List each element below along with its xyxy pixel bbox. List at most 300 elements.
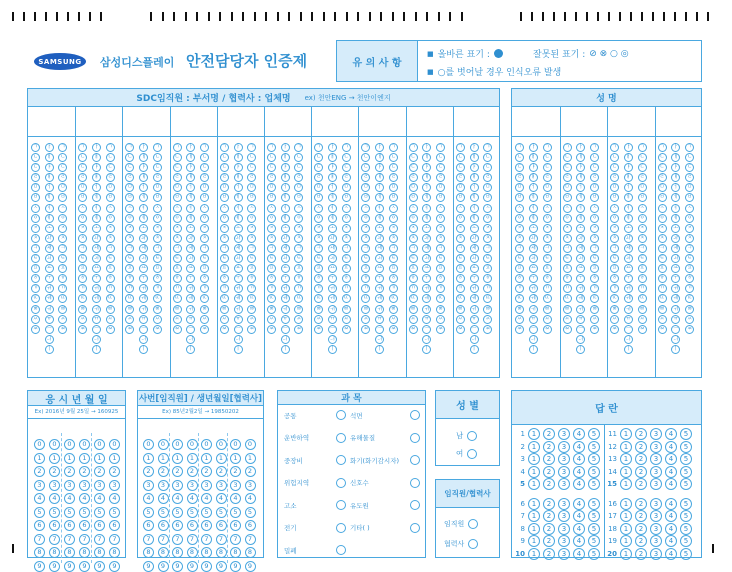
subject-option[interactable] <box>350 500 420 510</box>
subject-option[interactable] <box>284 545 346 555</box>
answer-choice[interactable]: 3 <box>650 466 662 478</box>
bubble-option[interactable]: ㅣ <box>422 345 431 354</box>
bubble-option[interactable]: ㅈ <box>173 224 182 233</box>
bubble-column[interactable] <box>220 143 229 334</box>
bubble-option[interactable]: ㅈ <box>267 224 276 233</box>
worker-employee-bubble[interactable] <box>468 519 478 529</box>
answer-choice[interactable]: 1 <box>528 466 540 478</box>
answer-choice[interactable]: 3 <box>558 535 570 547</box>
answer-choice[interactable]: 5 <box>680 523 692 535</box>
bubble-option[interactable]: ㅝ <box>234 284 243 293</box>
bubble-option[interactable]: ㅣ <box>328 345 337 354</box>
answer-choice[interactable]: 4 <box>665 548 677 560</box>
bubble-option[interactable]: ㅉ <box>200 325 209 334</box>
digit-bubble[interactable]: 5 <box>79 507 90 518</box>
gender-male-bubble[interactable] <box>467 431 477 441</box>
bubble-option[interactable]: ㄱ <box>409 143 418 152</box>
bubble-option[interactable]: ㅇ <box>610 214 619 223</box>
bubble-option[interactable]: ㅃ <box>543 305 552 314</box>
bubble-option[interactable]: ㅖ <box>375 214 384 223</box>
bubble-option[interactable]: ㅑ <box>529 163 538 172</box>
bubble-option[interactable]: ㄲ <box>409 284 418 293</box>
bubble-option[interactable]: ㅋ <box>483 244 492 253</box>
bubble-option[interactable]: ㅙ <box>671 244 680 253</box>
bubble-option[interactable]: ㅘ <box>328 234 337 243</box>
subject-option[interactable] <box>350 410 420 420</box>
bubble-option[interactable]: ㅖ <box>328 214 337 223</box>
digit-bubble[interactable]: 4 <box>158 493 169 504</box>
bubble-option[interactable]: ㅇ <box>106 214 115 223</box>
bubble-option[interactable]: ㄹ <box>247 173 256 182</box>
bubble-option[interactable]: ㅉ <box>436 325 445 334</box>
bubble-option[interactable]: ㅁ <box>125 183 134 192</box>
answer-choice[interactable]: 2 <box>635 428 647 440</box>
bubble-option[interactable]: ㅈ <box>314 224 323 233</box>
bubble-option[interactable]: ㅣ <box>671 345 680 354</box>
bubble-option[interactable]: ㅌ <box>610 254 619 263</box>
bubble-option[interactable]: ㄴ <box>106 153 115 162</box>
digit-bubble[interactable]: 1 <box>158 453 169 464</box>
bubble-option[interactable]: ㅟ <box>139 305 148 314</box>
answer-choice[interactable]: 3 <box>558 510 570 522</box>
write-in-cell[interactable] <box>122 107 169 137</box>
digit-bubble[interactable]: 2 <box>230 466 241 477</box>
bubble-option[interactable]: ㅁ <box>436 183 445 192</box>
subject-option[interactable] <box>350 433 420 443</box>
bubble-option[interactable]: ㄲ <box>436 284 445 293</box>
bubble-option[interactable]: ㄲ <box>267 284 276 293</box>
bubble-option[interactable]: ㄸ <box>247 294 256 303</box>
bubble-option[interactable]: ㅋ <box>58 244 67 253</box>
bubble-option[interactable]: ㅞ <box>186 294 195 303</box>
bubble-option[interactable]: ㅉ <box>342 325 351 334</box>
bubble-option[interactable]: ㅢ <box>139 335 148 344</box>
bubble-option[interactable]: ㅇ <box>58 214 67 223</box>
bubble-option[interactable]: ㅅ <box>685 204 694 213</box>
digit-column[interactable] <box>158 439 169 572</box>
digit-bubble[interactable]: 0 <box>187 439 198 450</box>
bubble-option[interactable]: ㅍ <box>638 264 647 273</box>
bubble-option[interactable]: ㅉ <box>361 325 370 334</box>
bubble-option[interactable]: ㄲ <box>314 284 323 293</box>
bubble-option[interactable]: ㅑ <box>139 163 148 172</box>
bubble-option[interactable]: ㄷ <box>658 163 667 172</box>
bubble-option[interactable]: ㅊ <box>125 234 134 243</box>
digit-column[interactable] <box>109 439 120 572</box>
bubble-column[interactable] <box>342 143 351 334</box>
bubble-option[interactable]: ㅈ <box>590 224 599 233</box>
bubble-option[interactable]: ㅒ <box>624 173 633 182</box>
answer-choice[interactable]: 3 <box>558 428 570 440</box>
bubble-option[interactable]: ㅠ <box>576 315 585 324</box>
bubble-option[interactable]: ㅘ <box>576 234 585 243</box>
bubble-option[interactable]: ㅉ <box>543 325 552 334</box>
bubble-option[interactable]: ㅆ <box>267 315 276 324</box>
bubble-option[interactable]: ㅂ <box>361 193 370 202</box>
digit-bubble[interactable]: 0 <box>94 439 105 450</box>
bubble-column[interactable] <box>456 143 465 334</box>
bubble-option[interactable]: ㄸ <box>515 294 524 303</box>
bubble-column[interactable] <box>361 143 370 334</box>
bubble-option[interactable]: ㄴ <box>200 153 209 162</box>
bubble-option[interactable]: ㅘ <box>671 234 680 243</box>
digit-bubble[interactable]: 7 <box>109 534 120 545</box>
bubble-option[interactable]: ㅊ <box>638 234 647 243</box>
digit-bubble[interactable]: 3 <box>172 480 183 491</box>
bubble-option[interactable]: ㄱ <box>294 143 303 152</box>
bubble-option[interactable]: ㅈ <box>685 224 694 233</box>
bubble-option[interactable]: ㅋ <box>31 244 40 253</box>
bubble-option[interactable]: ㄹ <box>58 173 67 182</box>
bubble-option[interactable]: ㅔ <box>375 193 384 202</box>
bubble-option[interactable]: ㅊ <box>610 234 619 243</box>
bubble-option[interactable]: ㅐ <box>328 153 337 162</box>
bubble-option[interactable]: ㅣ <box>375 345 384 354</box>
bubble-option[interactable]: ㅍ <box>294 264 303 273</box>
bubble-option[interactable]: ㅊ <box>342 234 351 243</box>
digit-bubble[interactable]: 9 <box>79 561 90 572</box>
answer-choice[interactable]: 2 <box>543 523 555 535</box>
answer-choice[interactable]: 5 <box>588 478 600 490</box>
bubble-option[interactable]: ㅝ <box>281 284 290 293</box>
bubble-option[interactable]: ㅌ <box>173 254 182 263</box>
digit-bubble[interactable]: 5 <box>143 507 154 518</box>
bubble-option[interactable]: ㅃ <box>200 305 209 314</box>
digit-column[interactable] <box>187 439 198 572</box>
bubble-column[interactable] <box>515 143 524 334</box>
bubble-option[interactable]: ㅗ <box>470 224 479 233</box>
digit-bubble[interactable]: 1 <box>34 453 45 464</box>
bubble-option[interactable]: ㅅ <box>409 204 418 213</box>
bubble-option[interactable]: ㅉ <box>125 325 134 334</box>
bubble-option[interactable]: ㅁ <box>78 183 87 192</box>
bubble-option[interactable]: ㅃ <box>515 305 524 314</box>
answer-choice[interactable]: 5 <box>680 441 692 453</box>
bubble-option[interactable]: ㅛ <box>234 264 243 273</box>
bubble-option[interactable]: ㅈ <box>610 224 619 233</box>
bubble-option[interactable]: ㄹ <box>294 173 303 182</box>
bubble-option[interactable]: ㄷ <box>590 163 599 172</box>
bubble-option[interactable]: ㄴ <box>267 153 276 162</box>
digit-bubble[interactable]: 4 <box>49 493 60 504</box>
bubble-option[interactable]: ㅌ <box>78 254 87 263</box>
bubble-option[interactable]: ㄷ <box>610 163 619 172</box>
bubble-option[interactable]: ㅙ <box>328 244 337 253</box>
bubble-option[interactable]: ㅃ <box>456 305 465 314</box>
bubble-column[interactable] <box>139 143 148 354</box>
bubble-option[interactable]: ㅎ <box>409 274 418 283</box>
bubble-option[interactable]: ㅡ <box>328 325 337 334</box>
bubble-option[interactable]: ㅒ <box>92 173 101 182</box>
digit-bubble[interactable]: 4 <box>79 493 90 504</box>
bubble-option[interactable]: ㅘ <box>375 234 384 243</box>
bubble-option[interactable]: ㅍ <box>543 264 552 273</box>
bubble-option[interactable]: ㅗ <box>422 224 431 233</box>
answer-choice[interactable]: 3 <box>650 523 662 535</box>
bubble-option[interactable]: ㅢ <box>328 335 337 344</box>
bubble-option[interactable]: ㅍ <box>590 264 599 273</box>
digit-bubble[interactable]: 1 <box>94 453 105 464</box>
bubble-option[interactable]: ㅏ <box>529 143 538 152</box>
bubble-option[interactable]: ㅌ <box>483 254 492 263</box>
bubble-option[interactable]: ㅒ <box>422 173 431 182</box>
bubble-option[interactable]: ㅢ <box>576 335 585 344</box>
bubble-option[interactable]: ㅏ <box>470 143 479 152</box>
bubble-option[interactable]: ㅋ <box>247 244 256 253</box>
answer-choice[interactable]: 3 <box>650 548 662 560</box>
bubble-option[interactable]: ㅎ <box>31 274 40 283</box>
bubble-option[interactable]: ㅟ <box>234 305 243 314</box>
digit-bubble[interactable]: 5 <box>158 507 169 518</box>
bubble-option[interactable]: ㅡ <box>422 325 431 334</box>
bubble-option[interactable]: ㅉ <box>389 325 398 334</box>
digit-bubble[interactable]: 2 <box>187 466 198 477</box>
bubble-option[interactable]: ㅊ <box>543 234 552 243</box>
bubble-option[interactable]: ㅜ <box>375 274 384 283</box>
digit-bubble[interactable]: 9 <box>94 561 105 572</box>
bubble-option[interactable]: ㅇ <box>590 214 599 223</box>
bubble-option[interactable]: ㄹ <box>200 173 209 182</box>
bubble-option[interactable]: ㅚ <box>45 254 54 263</box>
answer-choice[interactable]: 2 <box>543 478 555 490</box>
bubble-option[interactable]: ㄴ <box>314 153 323 162</box>
bubble-column[interactable] <box>267 143 276 334</box>
bubble-option[interactable]: ㅃ <box>31 305 40 314</box>
bubble-option[interactable]: ㅋ <box>658 244 667 253</box>
bubble-option[interactable]: ㅆ <box>173 315 182 324</box>
bubble-option[interactable]: ㅟ <box>328 305 337 314</box>
bubble-option[interactable]: ㅋ <box>456 244 465 253</box>
bubble-column[interactable] <box>58 143 67 334</box>
write-in-cell[interactable] <box>358 107 405 137</box>
bubble-option[interactable]: ㅞ <box>139 294 148 303</box>
digit-bubble[interactable]: 4 <box>94 493 105 504</box>
digit-bubble[interactable]: 9 <box>49 561 60 572</box>
digit-bubble[interactable]: 3 <box>187 480 198 491</box>
answer-choice[interactable]: 4 <box>665 466 677 478</box>
answer-choice[interactable]: 2 <box>635 466 647 478</box>
digit-bubble[interactable]: 8 <box>64 547 75 558</box>
bubble-option[interactable]: ㅛ <box>45 264 54 273</box>
bubble-option[interactable]: ㄸ <box>267 294 276 303</box>
bubble-option[interactable]: ㅓ <box>234 183 243 192</box>
answer-choice[interactable]: 1 <box>528 441 540 453</box>
bubble-column[interactable] <box>186 143 195 354</box>
bubble-option[interactable]: ㅅ <box>543 204 552 213</box>
bubble-option[interactable]: ㅔ <box>139 193 148 202</box>
subject-bubble[interactable] <box>410 478 420 488</box>
digit-bubble[interactable]: 6 <box>79 520 90 531</box>
bubble-option[interactable]: ㅋ <box>436 244 445 253</box>
digit-bubble[interactable]: 5 <box>94 507 105 518</box>
subject-option[interactable] <box>284 523 346 533</box>
bubble-option[interactable]: ㅍ <box>78 264 87 273</box>
digit-bubble[interactable]: 7 <box>49 534 60 545</box>
bubble-option[interactable]: ㅉ <box>638 325 647 334</box>
bubble-option[interactable]: ㅌ <box>685 254 694 263</box>
bubble-column[interactable] <box>529 143 538 354</box>
bubble-option[interactable]: ㅣ <box>45 345 54 354</box>
answer-choice[interactable]: 2 <box>543 498 555 510</box>
bubble-option[interactable]: ㄷ <box>106 163 115 172</box>
answer-choice[interactable]: 4 <box>573 441 585 453</box>
digit-bubble[interactable]: 8 <box>109 547 120 558</box>
bubble-option[interactable]: ㅌ <box>314 254 323 263</box>
worker-partner-bubble[interactable] <box>468 539 478 549</box>
bubble-option[interactable]: ㅡ <box>624 325 633 334</box>
bubble-option[interactable]: ㅡ <box>671 325 680 334</box>
answer-choice[interactable]: 4 <box>665 441 677 453</box>
digit-bubble[interactable]: 3 <box>230 480 241 491</box>
digit-bubble[interactable]: 1 <box>79 453 90 464</box>
digit-bubble[interactable]: 3 <box>94 480 105 491</box>
write-in-cell[interactable] <box>406 107 453 137</box>
digit-bubble[interactable]: 2 <box>172 466 183 477</box>
bubble-column[interactable] <box>125 143 134 334</box>
bubble-option[interactable]: ㅖ <box>234 214 243 223</box>
answer-row[interactable] <box>607 510 692 522</box>
bubble-option[interactable]: ㅓ <box>576 183 585 192</box>
bubble-option[interactable]: ㄸ <box>483 294 492 303</box>
bubble-option[interactable]: ㅏ <box>139 143 148 152</box>
bubble-option[interactable]: ㄱ <box>342 143 351 152</box>
bubble-option[interactable]: ㅒ <box>281 173 290 182</box>
bubble-option[interactable]: ㅅ <box>58 204 67 213</box>
digit-bubble[interactable]: 0 <box>230 439 241 450</box>
bubble-option[interactable]: ㄲ <box>220 284 229 293</box>
bubble-option[interactable]: ㅓ <box>470 183 479 192</box>
digit-bubble[interactable]: 1 <box>230 453 241 464</box>
bubble-option[interactable]: ㄸ <box>173 294 182 303</box>
bubble-option[interactable]: ㅃ <box>685 305 694 314</box>
bubble-option[interactable]: ㅎ <box>153 274 162 283</box>
write-in-cell[interactable] <box>28 107 75 137</box>
bubble-option[interactable]: ㅟ <box>624 305 633 314</box>
bubble-option[interactable]: ㅆ <box>610 315 619 324</box>
bubble-option[interactable]: ㅑ <box>186 163 195 172</box>
bubble-option[interactable]: ㅇ <box>153 214 162 223</box>
answer-choice[interactable]: 5 <box>588 510 600 522</box>
bubble-option[interactable]: ㅌ <box>409 254 418 263</box>
bubble-option[interactable]: ㅅ <box>456 204 465 213</box>
bubble-option[interactable]: ㅏ <box>281 143 290 152</box>
bubble-option[interactable]: ㅉ <box>153 325 162 334</box>
digit-bubble[interactable]: 7 <box>201 534 212 545</box>
bubble-option[interactable]: ㅎ <box>342 274 351 283</box>
bubble-option[interactable]: ㅞ <box>470 294 479 303</box>
bubble-option[interactable]: ㅇ <box>125 214 134 223</box>
bubble-option[interactable]: ㄱ <box>31 143 40 152</box>
bubble-option[interactable]: ㅟ <box>422 305 431 314</box>
bubble-option[interactable]: ㅊ <box>515 234 524 243</box>
bubble-option[interactable]: ㅜ <box>328 274 337 283</box>
bubble-option[interactable]: ㅆ <box>515 315 524 324</box>
bubble-option[interactable]: ㅇ <box>200 214 209 223</box>
bubble-column[interactable] <box>436 143 445 334</box>
bubble-option[interactable]: ㄴ <box>153 153 162 162</box>
bubble-option[interactable]: ㅛ <box>576 264 585 273</box>
bubble-option[interactable]: ㅟ <box>529 305 538 314</box>
bubble-option[interactable]: ㅎ <box>563 274 572 283</box>
bubble-option[interactable]: ㅆ <box>125 315 134 324</box>
digit-bubble[interactable]: 6 <box>49 520 60 531</box>
bubble-option[interactable]: ㅍ <box>610 264 619 273</box>
bubble-option[interactable]: ㄱ <box>456 143 465 152</box>
bubble-option[interactable]: ㄹ <box>563 173 572 182</box>
digit-column[interactable] <box>216 439 227 572</box>
bubble-option[interactable]: ㅓ <box>186 183 195 192</box>
bubble-option[interactable]: ㄴ <box>456 153 465 162</box>
bubble-option[interactable]: ㅔ <box>624 193 633 202</box>
bubble-option[interactable]: ㄴ <box>685 153 694 162</box>
bubble-option[interactable]: ㅉ <box>247 325 256 334</box>
bubble-option[interactable]: ㅇ <box>563 214 572 223</box>
bubble-option[interactable]: ㅉ <box>31 325 40 334</box>
bubble-option[interactable]: ㅇ <box>483 214 492 223</box>
subject-bubble[interactable] <box>336 455 346 465</box>
bubble-option[interactable]: ㅃ <box>342 305 351 314</box>
bubble-option[interactable]: ㅂ <box>153 193 162 202</box>
bubble-option[interactable]: ㄹ <box>483 173 492 182</box>
bubble-option[interactable]: ㄷ <box>78 163 87 172</box>
bubble-option[interactable]: ㅑ <box>328 163 337 172</box>
gender-male-option[interactable] <box>456 430 477 441</box>
bubble-option[interactable]: ㅒ <box>139 173 148 182</box>
digit-bubble[interactable]: 9 <box>216 561 227 572</box>
bubble-option[interactable]: ㅝ <box>92 284 101 293</box>
bubble-option[interactable]: ㅒ <box>186 173 195 182</box>
bubble-option[interactable]: ㄱ <box>314 143 323 152</box>
bubble-option[interactable]: ㄷ <box>515 163 524 172</box>
digit-bubble[interactable]: 7 <box>79 534 90 545</box>
bubble-option[interactable]: ㅊ <box>173 234 182 243</box>
bubble-option[interactable]: ㄱ <box>153 143 162 152</box>
bubble-option[interactable]: ㅒ <box>375 173 384 182</box>
bubble-option[interactable]: ㅂ <box>515 193 524 202</box>
digit-bubble[interactable]: 6 <box>158 520 169 531</box>
bubble-option[interactable]: ㅈ <box>563 224 572 233</box>
bubble-option[interactable]: ㄹ <box>658 173 667 182</box>
bubble-option[interactable]: ㅊ <box>361 234 370 243</box>
bubble-option[interactable]: ㅍ <box>267 264 276 273</box>
bubble-option[interactable]: ㄸ <box>361 294 370 303</box>
write-in-cell[interactable] <box>264 107 311 137</box>
digit-column[interactable] <box>172 439 183 572</box>
answer-choice[interactable]: 1 <box>528 548 540 560</box>
bubble-option[interactable]: ㅋ <box>200 244 209 253</box>
bubble-option[interactable]: ㅊ <box>267 234 276 243</box>
bubble-option[interactable]: ㅇ <box>342 214 351 223</box>
digit-bubble[interactable]: 9 <box>201 561 212 572</box>
write-in-cell[interactable] <box>217 107 264 137</box>
bubble-option[interactable]: ㅡ <box>45 325 54 334</box>
bubble-option[interactable]: ㅇ <box>267 214 276 223</box>
bubble-option[interactable]: ㅆ <box>658 315 667 324</box>
bubble-option[interactable]: ㄷ <box>563 163 572 172</box>
bubble-option[interactable]: ㅚ <box>234 254 243 263</box>
answer-row[interactable] <box>515 548 600 560</box>
bubble-option[interactable]: ㅌ <box>220 254 229 263</box>
bubble-option[interactable]: ㅇ <box>409 214 418 223</box>
bubble-option[interactable]: ㄴ <box>294 153 303 162</box>
bubble-option[interactable]: ㅝ <box>45 284 54 293</box>
bubble-option[interactable]: ㄱ <box>563 143 572 152</box>
bubble-option[interactable]: ㅌ <box>389 254 398 263</box>
bubble-option[interactable]: ㅗ <box>281 224 290 233</box>
digit-bubble[interactable]: 0 <box>64 439 75 450</box>
bubble-option[interactable]: ㅋ <box>409 244 418 253</box>
bubble-option[interactable]: ㄷ <box>31 163 40 172</box>
